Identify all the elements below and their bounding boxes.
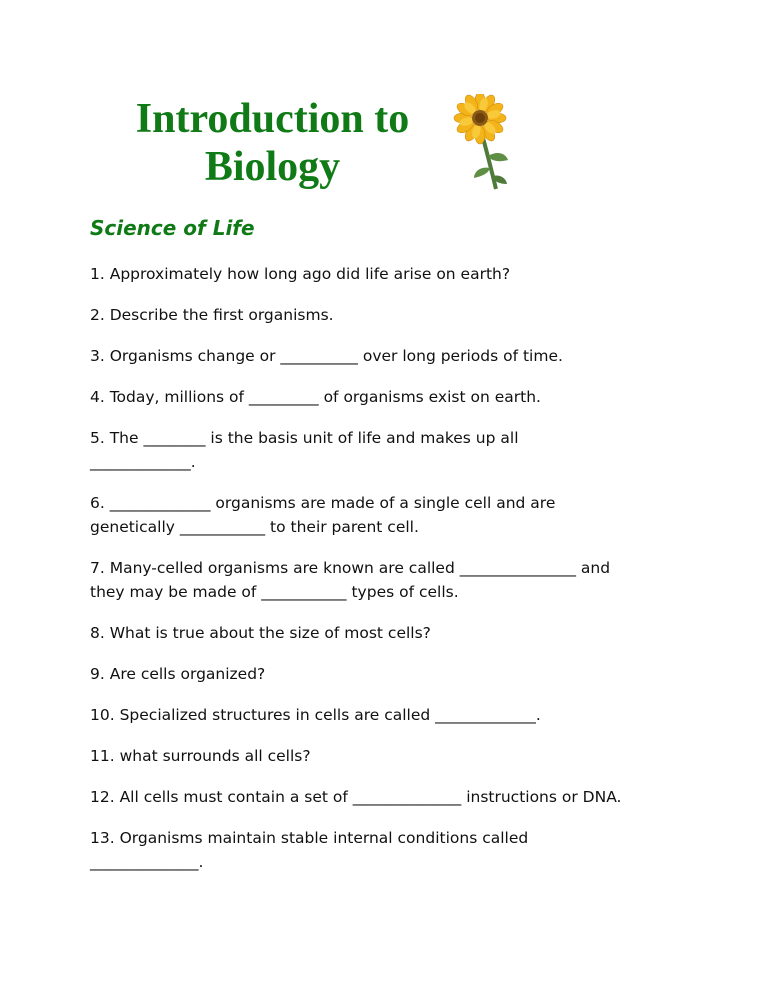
title-line-2: Biology: [204, 144, 341, 190]
page-title: [100, 95, 445, 191]
title-line-1: Introduction to: [135, 96, 410, 142]
question-item: 7. Many-celled organisms are known are called _______________ and they may be made of ___________ types of cells.: [90, 559, 611, 601]
question-item: 3. Organisms change or __________ over long periods of time.: [90, 347, 563, 365]
question-item: 5. The ________ is the basis unit of life and makes up all _____________.: [90, 429, 519, 471]
section-subtitle: Science of Life: [90, 216, 255, 240]
sunflower-icon: [452, 94, 514, 194]
question-item: 12. All cells must contain a set of ______________ instructions or DNA.: [90, 788, 622, 806]
question-item: 10. Specialized structures in cells are called _____________.: [90, 706, 541, 724]
question-item: 8. What is true about the size of most cells?: [90, 624, 431, 642]
question-list: [90, 262, 730, 891]
question-item: 13. Organisms maintain stable internal conditions called ______________.: [90, 829, 529, 871]
question-item: 9. Are cells organized?: [90, 665, 266, 683]
question-item: 6. _____________ organisms are made of a single cell and are genetically ___________ to their parent cell.: [90, 494, 556, 536]
question-item: 2. Describe the first organisms.: [90, 306, 334, 324]
question-item: 4. Today, millions of _________ of organisms exist on earth.: [90, 388, 541, 406]
question-item: 1. Approximately how long ago did life arise on earth?: [90, 265, 511, 283]
question-item: 11. what surrounds all cells?: [90, 747, 311, 765]
